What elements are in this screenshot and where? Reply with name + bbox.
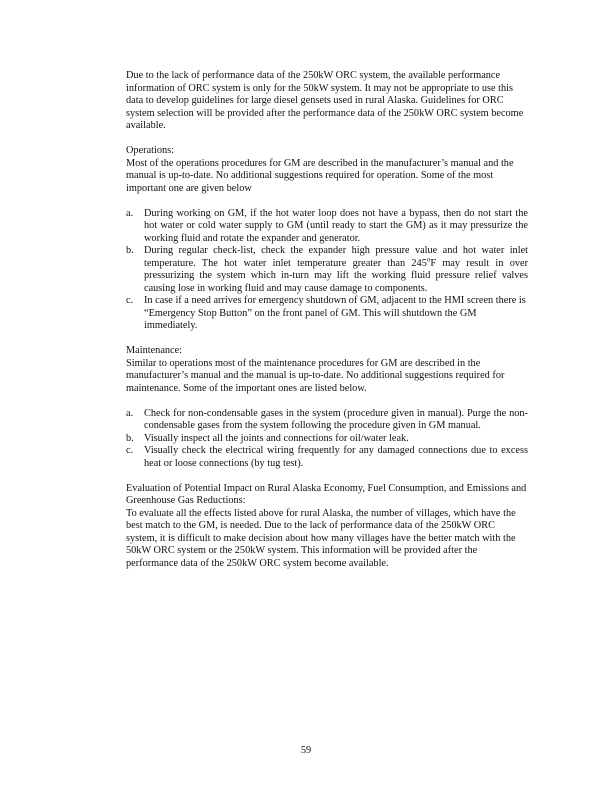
list-item-text: Visually check the electrical wiring frequently for any damaged connections due to excess heat or loose connections (by tug test). bbox=[144, 445, 528, 469]
list-marker: a. bbox=[126, 207, 134, 219]
operations-list bbox=[126, 208, 528, 333]
intro-paragraph: Due to the lack of performance data of the 250kW ORC system, the available performance information of ORC system is only for the 50kW system. It may not be appropriate to use this data to develop guidelines for large diesel gensets used in rural Alaska. Guidelines for ORC system selection will be provided after the performance data of the 250kW ORC system become available. bbox=[126, 70, 524, 131]
list-item bbox=[126, 408, 528, 433]
maintenance-intro: Similar to operations most of the maintenance procedures for GM are described in the manufacturer’s manual and the manual is up-to-date. No additional suggestions required for maintenance. Some of the important ones are listed below. bbox=[126, 357, 505, 394]
list-item bbox=[126, 245, 528, 295]
degree-superscript: o bbox=[426, 255, 431, 264]
operations-heading: Operations: bbox=[126, 145, 175, 156]
document-page bbox=[126, 70, 528, 570]
list-item bbox=[126, 295, 528, 333]
maintenance-heading: Maintenance: bbox=[126, 345, 183, 356]
list-marker: b. bbox=[126, 245, 134, 256]
list-marker: c. bbox=[126, 445, 134, 456]
operations-intro: Most of the operations procedures for GM are described in the manufacturer’s manual and the manual is up-to-date. No additional suggestions required for operation. Some of the most important one are given below bbox=[126, 157, 514, 194]
list-item bbox=[126, 445, 528, 470]
list-item-text: In case if a need arrives for emergency shutdown of GM, adjacent to the HMI screen there is “Emergency Stop Button” on the front panel of GM. This will shutdown the GM immediately. bbox=[144, 295, 526, 331]
list-marker: c. bbox=[126, 295, 134, 306]
list-item-text: During working on GM, if the hot water loop does not have a bypass, then do not start the hot water or cold water supply to GM (until ready to start the GM) as it may pressurize the working fluid and rotate the expander and generator. bbox=[144, 207, 528, 244]
list-item-text-part: F may result in over pressurizing the system which in-turn may lift the working fluid pressure relief valves causing lose in working fluid and may cause damage to components. bbox=[144, 257, 528, 294]
page-number: 59 bbox=[300, 745, 312, 756]
list-item-text: Visually inspect all the joints and connections for oil/water leak. bbox=[144, 432, 409, 444]
list-item-text: Check for non-condensable gases in the system (procedure given in manual). Purge the non-condensable gases from the system following the procedure given in GM manual. bbox=[144, 407, 528, 431]
list-marker: a. bbox=[126, 407, 134, 419]
list-marker: b. bbox=[126, 432, 134, 444]
list-item-text-part: During regular check-list, check the expander high pressure value and hot water inlet temperature. The hot water inlet temperature greater than 245 bbox=[144, 245, 528, 269]
evaluation-heading: Evaluation of Potential Impact on Rural Alaska Economy, Fuel Consumption, and Emissions and Greenhouse Gas Reductions: bbox=[126, 482, 527, 506]
list-item bbox=[126, 208, 528, 246]
maintenance-list bbox=[126, 408, 528, 471]
list-item bbox=[126, 433, 528, 446]
evaluation-paragraph: To evaluate all the effects listed above for rural Alaska, the number of villages, which have the best match to the GM, is needed. Due to the lack of performance data of the 250kW ORC system, it is difficult to make decision about how many villages have the better match with the 50kW ORC system or the 250kW system. This information will be provided after the performance data of the 250kW ORC system become available. bbox=[126, 507, 516, 569]
list-item-text bbox=[144, 245, 528, 295]
